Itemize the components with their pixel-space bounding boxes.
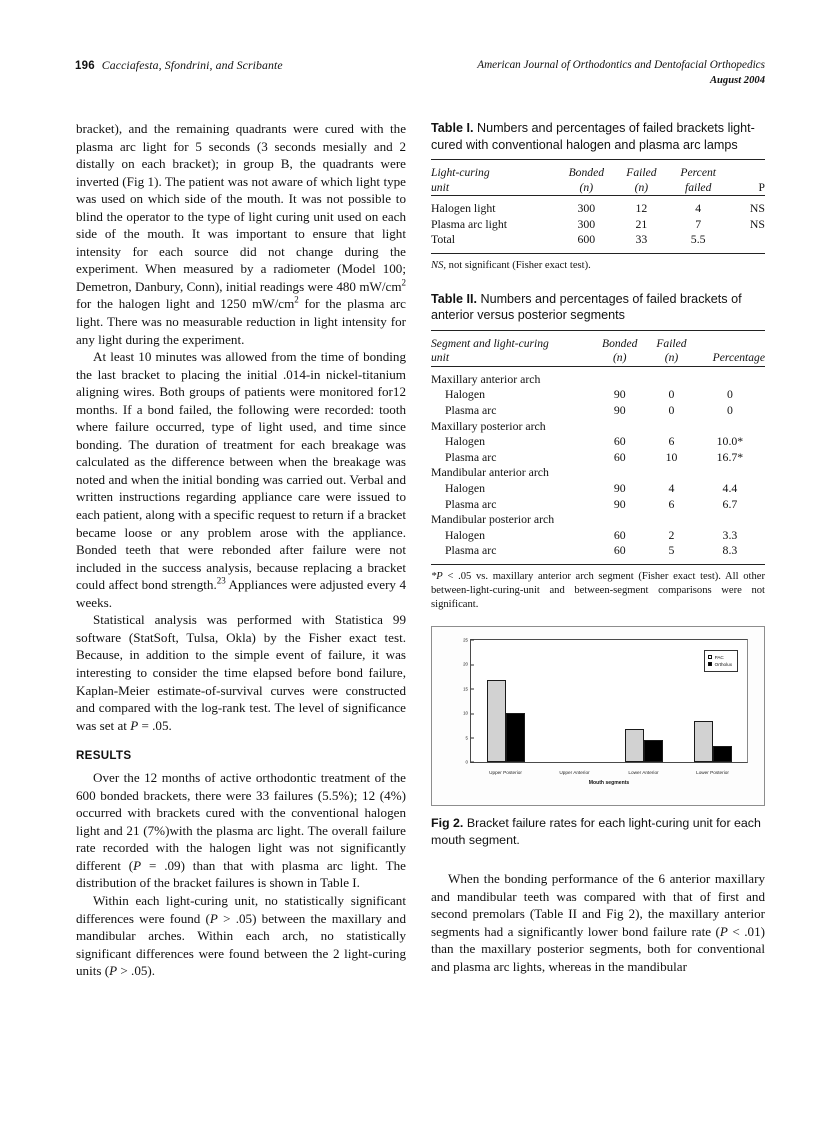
- table-2-cell-failed: 5: [668, 543, 675, 558]
- paragraph-text-cont2: for the plasma arc light. There was no measurable reduction in light intensity for any light during the experiment.: [76, 296, 406, 347]
- table-1-cell-failed: 21: [635, 216, 648, 231]
- chart-x-axis-label: Mouth segments: [588, 779, 630, 786]
- chart-bar-pac-lower-posterior: [694, 721, 713, 762]
- table-2-cell-segment: Maxillary posterior arch: [431, 418, 546, 433]
- table-2-cell-failed: 4: [668, 480, 675, 495]
- table-2-cell-failed: 2: [668, 527, 675, 542]
- table-2-cell-percentage: [695, 419, 765, 435]
- figure-2-label: Fig 2.: [431, 815, 464, 830]
- paragraph-text-cont: > .05) between the maxillary and mandibular arches. Within each arch, no statistically significant differences were found between the 2 light-curing units (: [76, 910, 406, 979]
- table-1-cell-bonded: 300: [577, 216, 596, 231]
- table-1-header-unit-l1: Light-curing: [431, 166, 490, 180]
- chart-bar-ortholux-upper-posterior: [506, 713, 525, 762]
- table-2-cell-percentage: [695, 512, 765, 528]
- chart-group-upper-posterior: [471, 640, 540, 775]
- paragraph-methods-2: [76, 348, 406, 611]
- table-2-header-segment-l2: unit: [431, 351, 450, 365]
- table-2-cell-percentage: [695, 366, 765, 387]
- chart-x-tick-lower-anterior: Lower Anterior: [628, 769, 659, 775]
- table-2-cell-bonded: 90: [613, 480, 626, 495]
- table-2-cell-failed: [648, 512, 695, 528]
- table-1-footnote: [431, 259, 765, 273]
- table-2-title: [431, 291, 765, 324]
- table-1-cell-percent: 5.5: [690, 232, 706, 247]
- chart-legend-item-ortholux: [708, 661, 732, 668]
- table-2-cell-bonded: 90: [613, 387, 626, 402]
- table-2-header-percentage-l1: [695, 330, 765, 351]
- table-1-cell-unit: Halogen light: [431, 201, 496, 215]
- journal-name: American Journal of Orthodontics and Dentofacial Orthopedics: [477, 59, 765, 71]
- chart-y-tick-20: 20: [463, 662, 471, 667]
- chart-group-lower-anterior: [609, 640, 678, 775]
- table-1-header-p-l2: P: [758, 180, 765, 194]
- table-1-cell-failed: 12: [635, 201, 648, 215]
- table-1-header-bonded-l1: Bonded: [568, 166, 605, 180]
- paragraph-text: Over the 12 months of active orthodontic treatment of the 600 bonded brackets, there were 33 failures (5.5%); 12 (4%) occurred with brackets cured with the conventional halogen light and 21 (7%)with the plasma arc light. The overall failure rate recorded with the halogen light was not significantly different (: [76, 770, 406, 873]
- paragraph-text-cont: for the halogen light and 1250 mW/cm: [76, 296, 295, 312]
- figure-2-caption-text: Bracket failure rates for each light-curing unit for each mouth segment.: [431, 815, 761, 847]
- table-1-header-row-1: [431, 160, 765, 181]
- p-value-symbol: P: [719, 923, 728, 939]
- paragraph-text-cont: Appliances were adjusted every 4 weeks.: [76, 577, 406, 610]
- table-2-cell-segment: Plasma arc: [445, 402, 497, 417]
- chart-x-tick-lower-posterior: Lower Posterior: [696, 769, 729, 775]
- table-2-footnote-text: < .05 vs. maxillary anterior arch segment (Fisher exact test). All other between-light-curing-unit and between-segment comparisons were not significant.: [431, 570, 765, 610]
- table-2-cell-segment: Halogen: [445, 387, 485, 402]
- table-2-cell-bonded: [591, 512, 648, 528]
- table-2-cell-bonded: 60: [613, 543, 626, 558]
- paragraph-text: bracket), and the remaining quadrants were cured with the plasma arc light for 5 seconds (3 seconds mesially and 2 distally on each bracket); in group B, the quadrants were inverted (Fig 1). The patient was not aware of which light type was used on which side of the mouth. It was not possible to blind the operator to the type of light curing unit used on each side of the mouth. It was important to ensure that light intensity for each source did not change during the experiment. When measured by a radiometer (Model 100; Demetron, Danbury, Conn), initial readings were 480 mW/cm: [76, 121, 406, 294]
- table-1-header-percent-l1: Percent: [680, 166, 716, 180]
- paragraph-text: At least 10 minutes was allowed from the time of bonding the last bracket to placing the initial .014-in nickel-titanium aligning wires. Both groups of patients were monitored for12 months. If a bond failed, the following were recorded: tooth where failure occurred, type of light used, and time since bonding. The duration of treatment for each breakage was calculated as the difference between when the breakage was noted and when the initial bonding was carried out. Verbal and written instructions regarding appliance care were issued to each patient, along with a specific request to return if a bracket became loose or any problem arose with the appliance. Bonded teeth that were rebonded after failure were not included in the success analysis, because replacing a bracket could affect bond strength.: [76, 349, 406, 593]
- table-2-cell-percentage: [695, 465, 765, 481]
- table-row: [431, 450, 765, 466]
- chart-x-tick-upper-posterior: Upper Posterior: [489, 769, 522, 775]
- table-2-cell-percentage: 10.0*: [716, 434, 744, 449]
- table-2-cell-percentage: 0: [726, 387, 733, 402]
- table-2-header-percentage-l2: Percentage: [712, 351, 765, 365]
- p-value-symbol: P: [133, 857, 142, 873]
- table-2: [431, 330, 765, 565]
- chart-legend-item-pac: [708, 654, 732, 661]
- chart-y-tick-5: 5: [466, 735, 471, 740]
- table-row: [431, 497, 765, 513]
- chart-x-tick-upper-anterior: Upper Anterior: [559, 769, 590, 775]
- chart-legend-label-ortholux: Ortholux: [714, 661, 732, 667]
- table-1-cell-percent: 4: [695, 201, 702, 215]
- paragraph-text-cont: = .09) than that with plasma arc light. The distribution of the bracket failures is shown in Table I.: [76, 857, 406, 891]
- chart-bar-ortholux-lower-anterior: [644, 740, 663, 761]
- table-row: [431, 366, 765, 387]
- chart-group-upper-anterior: [540, 640, 609, 775]
- table-2-cell-failed: [648, 465, 695, 481]
- paragraph-text-cont: < .01) than the maxillary posterior segments, both for conventional and plasma arc lights, whereas in the mandibular: [431, 923, 765, 974]
- table-1-header-bonded-l2: (n): [579, 180, 594, 194]
- table-2-cell-bonded: [591, 366, 648, 387]
- table-1-cell-p: NS: [749, 201, 765, 215]
- chart-y-tick-10: 10: [463, 711, 471, 716]
- table-row: [431, 387, 765, 403]
- table-2-cell-segment: Halogen: [445, 434, 485, 449]
- table-2-cell-failed: [648, 366, 695, 387]
- left-column: [76, 120, 406, 980]
- chart-plot-area: [463, 637, 748, 786]
- legend-swatch-ortholux-icon: [708, 662, 712, 666]
- table-row: [431, 481, 765, 497]
- table-1-cell-unit: Plasma arc light: [431, 216, 508, 231]
- table-row: [431, 465, 765, 481]
- table-2-cell-bonded: 90: [613, 496, 626, 511]
- table-2-header-segment-l1: Segment and light-curing: [431, 336, 549, 350]
- table-2-header-row-1: [431, 330, 765, 351]
- table-2-cell-percentage: 8.3: [722, 543, 738, 558]
- table-1-cell-failed: 33: [635, 232, 648, 247]
- table-1-cell-percent: 7: [695, 216, 702, 231]
- table-2-header-bonded-l1: Bonded: [602, 336, 638, 350]
- table-1: [431, 159, 765, 254]
- figure-2-image: [431, 626, 765, 806]
- p-value-symbol: P: [130, 717, 139, 733]
- table-2-caption: Numbers and percentages of failed brackets of anterior versus posterior segments: [431, 291, 742, 323]
- table-2-footnote-marker: *P: [431, 570, 443, 582]
- chart-bar-pac-lower-anterior: [625, 729, 644, 762]
- table-1-footnote-abbrev: NS,: [431, 259, 447, 271]
- chart-y-tick-15: 15: [463, 686, 471, 691]
- chart-y-tick-0: 0: [466, 759, 471, 764]
- table-2-cell-bonded: 60: [613, 527, 626, 542]
- table-2-cell-segment: Halogen: [445, 480, 485, 495]
- table-2-cell-percentage: 3.3: [722, 527, 738, 542]
- paragraph-methods-3: [76, 611, 406, 734]
- table-1-cell-p: NS: [749, 216, 765, 231]
- citation-ref-23: 23: [216, 575, 226, 586]
- p-value-symbol-2: P: [109, 963, 118, 979]
- table-2-cell-bonded: [591, 419, 648, 435]
- table-1-header-percent-l2: failed: [684, 180, 712, 194]
- chart-bar-pac-upper-posterior: [487, 680, 506, 761]
- table-row: [431, 543, 765, 564]
- table-1-cell-bonded: 300: [577, 201, 596, 215]
- table-row: [431, 403, 765, 419]
- table-2-cell-segment: Mandibular anterior arch: [431, 465, 549, 480]
- table-2-cell-percentage: 0: [726, 402, 733, 417]
- table-2-cell-failed: 0: [668, 387, 675, 402]
- p-value-symbol-1: P: [209, 910, 218, 926]
- chart-legend-label-pac: PAC: [714, 654, 724, 660]
- table-row: [431, 196, 765, 217]
- table-2-cell-bonded: [591, 465, 648, 481]
- table-2-cell-percentage: 6.7: [722, 496, 738, 511]
- table-2-cell-bonded: 60: [613, 434, 626, 449]
- right-column: [431, 120, 765, 975]
- table-1-header-p-l1: [728, 160, 765, 181]
- superscript-2b: 2: [294, 295, 299, 306]
- table-2-footnote: [431, 570, 765, 612]
- table-1-footnote-text: not significant (Fisher exact test).: [446, 259, 591, 271]
- table-2-label: Table II.: [431, 291, 477, 306]
- paragraph-text: When the bonding performance of the 6 anterior maxillary and mandibular teeth was compared with that of first and second premolars (Table II and Fig 2), the maxillary anterior segments had a significantly lower bond failure rate (: [431, 871, 765, 939]
- table-1-header-unit-l2: unit: [431, 180, 450, 194]
- table-1-header-failed-l1: Failed: [626, 166, 657, 180]
- legend-swatch-pac-icon: [708, 655, 712, 659]
- table-2-cell-failed: 0: [668, 402, 675, 417]
- running-head-left: [75, 58, 283, 73]
- issue-date: August 2004: [709, 75, 765, 86]
- table-1-header-row-2: [431, 181, 765, 196]
- table-row: [431, 232, 765, 253]
- table-2-cell-bonded: 60: [613, 449, 626, 464]
- table-1-label: Table I.: [431, 121, 474, 135]
- table-2-cell-failed: 6: [668, 496, 675, 511]
- table-row: [431, 217, 765, 233]
- paragraph-results-2: [76, 892, 406, 980]
- table-2-cell-segment: Halogen: [445, 527, 485, 542]
- table-2-cell-failed: [648, 419, 695, 435]
- chart-bar-ortholux-lower-posterior: [713, 746, 732, 762]
- table-2-cell-segment: Plasma arc: [445, 449, 497, 464]
- table-1-title: [431, 120, 765, 153]
- paragraph-text: Within each light-curing unit, no statistically significant differences were found (: [76, 892, 406, 926]
- section-heading-results: RESULTS: [76, 749, 132, 763]
- table-2-block: [431, 291, 765, 612]
- table-row: [431, 434, 765, 450]
- table-2-header-failed-l2: (n): [664, 351, 679, 365]
- table-1-cell-unit: Total: [431, 232, 456, 247]
- table-2-cell-segment: Maxillary anterior arch: [431, 371, 541, 386]
- table-1-block: [431, 120, 765, 273]
- paragraph-text-end: > .05).: [117, 963, 156, 979]
- paragraph-results-1: [76, 769, 406, 892]
- chart-y-tick-25: 25: [463, 637, 471, 642]
- page-number: 196: [75, 60, 95, 72]
- superscript-2a: 2: [401, 277, 406, 288]
- table-2-header-failed-l1: Failed: [656, 336, 687, 350]
- paragraph-results-3: [431, 870, 765, 975]
- table-2-cell-failed: 6: [668, 434, 675, 449]
- table-2-header-bonded-l2: (n): [612, 351, 627, 365]
- paragraph-text-cont: = .05.: [138, 717, 172, 733]
- table-2-header-row-2: [431, 351, 765, 366]
- table-2-cell-percentage: 4.4: [722, 480, 738, 495]
- running-head: [75, 58, 765, 94]
- paragraph-text: Statistical analysis was performed with Statistica 99 software (StatSoft, Tulsa, Okla) by the Fisher exact test. Because, in addition to the simple event of failure, it was interesting to consider the time elapsed before bond failure, Kaplan-Meier estimate-of-survival curves were constructed and compared with the log-rank test. The level of significance was set at: [76, 612, 406, 733]
- table-2-cell-percentage: 16.7*: [716, 449, 744, 464]
- table-row: [431, 528, 765, 544]
- paragraph-methods-1: [76, 120, 406, 348]
- table-2-cell-bonded: 90: [613, 402, 626, 417]
- figure-2-caption: [431, 815, 765, 848]
- table-1-caption: Numbers and percentages of failed brackets light-cured with conventional halogen and plasma arc lamps: [431, 121, 755, 152]
- chart-legend: [704, 650, 738, 672]
- table-1-header-failed-l2: (n): [634, 180, 649, 194]
- table-2-cell-segment: Mandibular posterior arch: [431, 512, 555, 527]
- running-head-right: [477, 58, 765, 88]
- table-row: [431, 419, 765, 435]
- table-2-cell-segment: Plasma arc: [445, 543, 497, 558]
- table-row: [431, 512, 765, 528]
- table-2-cell-failed: 10: [665, 449, 678, 464]
- table-1-cell-p: [728, 232, 765, 253]
- table-1-cell-bonded: 600: [577, 232, 596, 247]
- author-names: Cacciafesta, Sfondrini, and Scribante: [101, 58, 283, 72]
- table-2-cell-segment: Plasma arc: [445, 496, 497, 511]
